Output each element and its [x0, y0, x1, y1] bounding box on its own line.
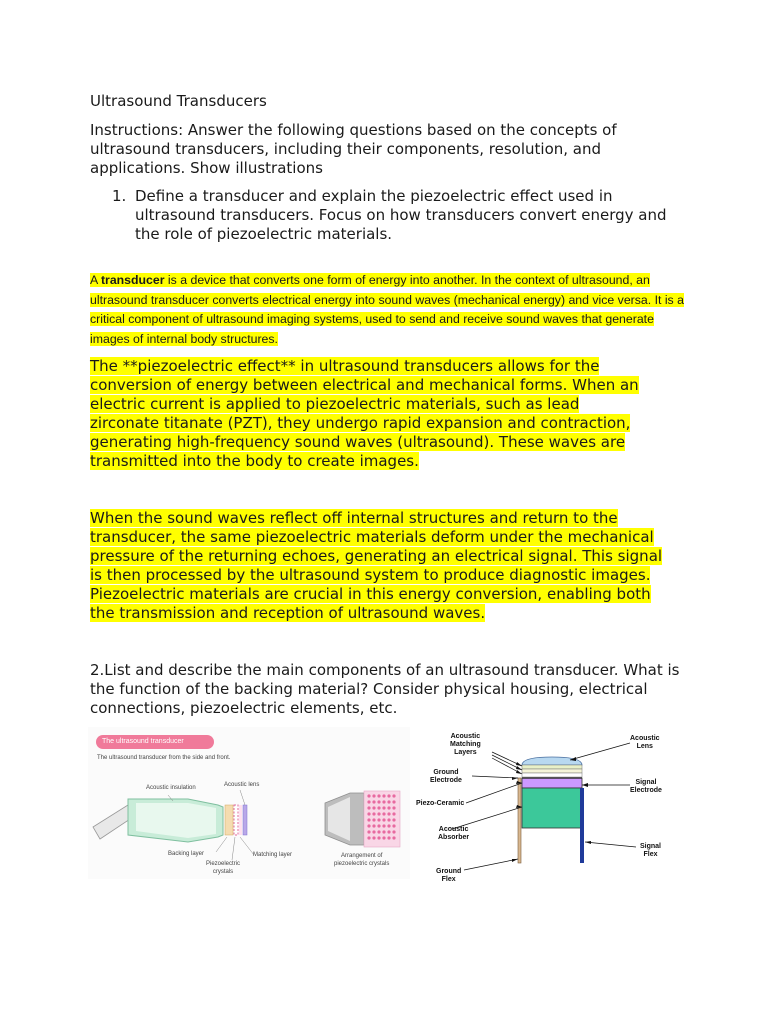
definition-lead: A: [90, 273, 101, 287]
label-acoustic-lens-right-text: Acoustic Lens: [630, 735, 660, 750]
question-1-text: Define a transducer and explain the piezoelectric effect used in ultrasound transducers. Focus on how transducers convert energy and the role of piezoelectric materials.: [135, 187, 667, 243]
label-matching-layers: [450, 733, 481, 757]
label-piezo-ceramic-text: Piezo-Ceramic: [416, 800, 465, 807]
label-acoustic-absorber: [438, 826, 469, 842]
label-signal-flex: [640, 843, 661, 859]
question-2: 2.List and describe the main components of an ultrasound transducer. What is the function of the backing material? Consider physical housing, electrical connections, piezoelectric elements, etc.: [90, 661, 680, 717]
label-backing-layer: Backing layer: [168, 851, 205, 857]
piezoelectric-effect-paragraph: [90, 357, 650, 471]
transducer-side-illustration: [88, 727, 410, 879]
label-matching-layer: Matching layer: [253, 852, 293, 858]
question-1-number: 1.: [112, 187, 127, 205]
figure-subtitle: The ultrasound transducer from the side and front.: [97, 755, 231, 761]
label-ground-electrode-text: Ground Electrode: [430, 769, 462, 784]
label-signal-flex-text: Signal Flex: [640, 843, 662, 858]
instructions-paragraph: Instructions: Answer the following questions based on the concepts of ultrasound transducers, including their components, resolution, and applications. Show illustrations: [90, 121, 617, 177]
definition-rest: is a device that converts one form of energy into another. In the context of ultrasound, an ultrasound transducer converts electrical energy into sound waves (mechanical energy) and vice versa. It is a critical component of ultrasound imaging systems, used to send and receive sound waves that generate images of internal body structures.: [90, 273, 684, 346]
label-piezo-crystals: Piezoelectric crystals: [206, 861, 241, 875]
label-acoustic-absorber-text: Acoustic Absorber: [438, 826, 470, 841]
reception-text: When the sound waves reflect off internal structures and return to the transducer, the same piezoelectric materials deform under the mechanical pressure of the returning echoes, generating an electrical signal. This signal is then processed by the ultrasound system to produce diagnostic images. Piezoelectric materials are crucial in this energy conversion, enabling both the transmission and reception of ultrasound waves.: [90, 509, 663, 622]
transducer-layer-diagram: [410, 727, 680, 889]
label-ground-electrode: [430, 769, 462, 785]
definition-bold-term: transducer: [100, 273, 165, 287]
figure-header: The ultrasound transducer: [96, 735, 214, 749]
piezoelectric-effect-text: The **piezoelectric effect** in ultrasound transducers allows for the conversion of energy between electrical and mechanical forms. When an electric current is applied to piezoelectric materials, such as lead zirconate titanate (PZT), they undergo rapid expansion and contraction, generating high-frequency sound waves (ultrasound). These waves are transmitted into the body to create images.: [90, 357, 639, 470]
label-ground-flex-text: Ground Flex: [436, 868, 462, 883]
label-signal-electrode: [630, 779, 662, 795]
document-title: Ultrasound Transducers: [90, 92, 267, 110]
label-acoustic-insulation: Acoustic insulation: [146, 785, 196, 791]
transducer-definition-paragraph: [90, 271, 690, 349]
label-acoustic-lens: Acoustic lens: [224, 782, 260, 788]
reception-paragraph: [90, 509, 665, 623]
label-matching-layers-text: Acoustic Matching Layers: [450, 733, 481, 756]
label-ground-flex: [436, 868, 461, 884]
label-piezo-ceramic: [416, 800, 464, 808]
label-signal-electrode-text: Signal Electrode: [630, 779, 662, 794]
label-acoustic-lens-right: [630, 735, 660, 751]
question-1: [90, 187, 690, 244]
label-crystal-arrangement: Arrangement of piezoelectric crystals: [334, 853, 390, 867]
